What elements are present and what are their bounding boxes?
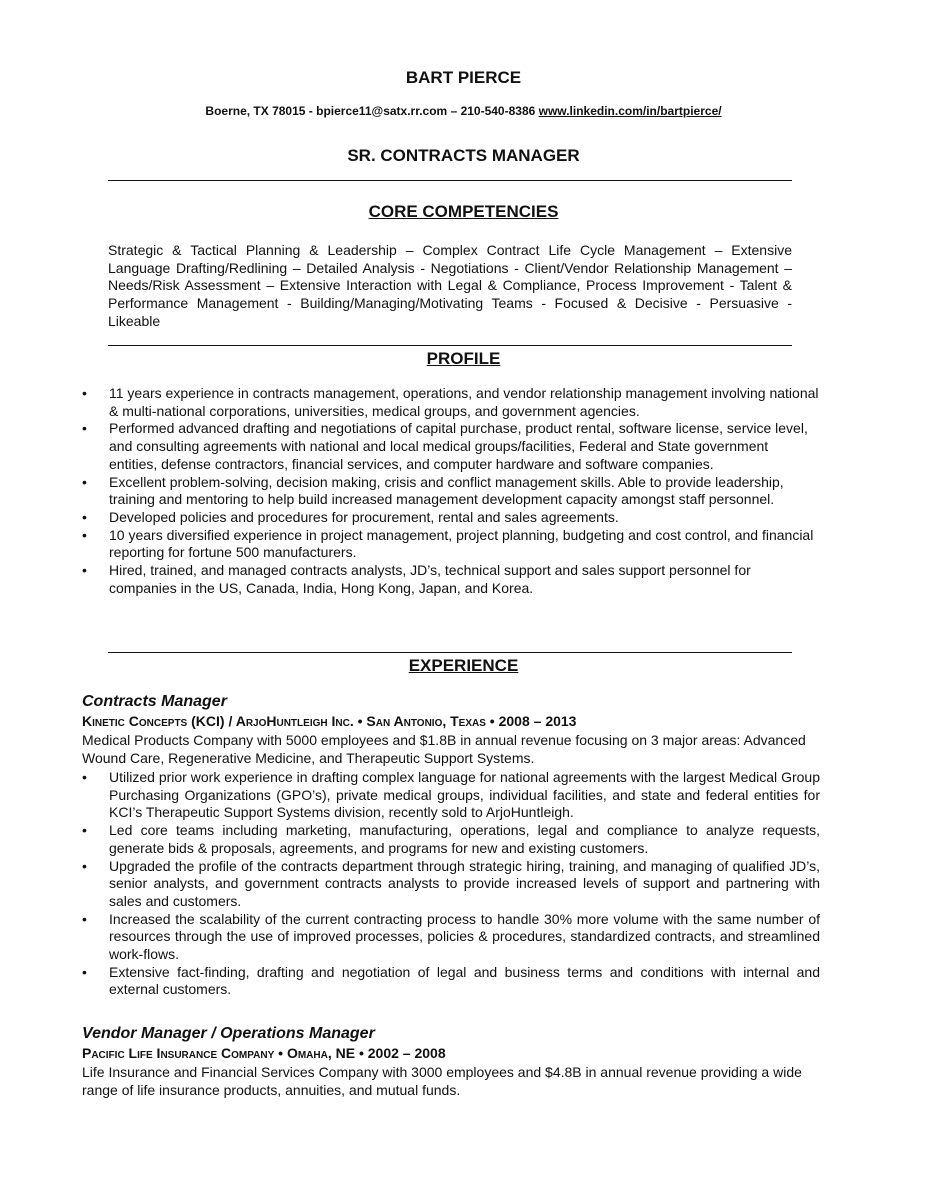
list-item: • Developed policies and procedures for procurement, rental and sales agreements.: [82, 508, 619, 525]
section-heading-profile: PROFILE: [426, 349, 501, 368]
list-item: • 11 years experience in contracts management, operations, and vendor relationship management involving national & multi-national corporations, universities, medical groups, and government agencies.: [82, 385, 819, 419]
divider: [108, 345, 792, 346]
bullet-icon: •: [82, 473, 87, 490]
employer-name: Pacific Life Insurance Company • Omaha, NE •: [82, 1045, 368, 1061]
job-title: Vendor Manager / Operations Manager: [82, 1025, 375, 1042]
divider: [108, 180, 792, 181]
employer-line: [82, 1045, 446, 1061]
linkedin-link[interactable]: www.linkedin.com/in/bartpierce/: [538, 104, 722, 118]
competencies-text: Strategic & Tactical Planning & Leadership – Complex Contract Life Cycle Management – Extensive Language Drafting/Redlining – Detailed Analysis - Negotiations - Client/Vendor Relationship Management – Needs/Risk Assessment – Extensive Interaction with Legal & Compliance, Process Improvement - Talent & Performance Management - Building/Managing/Motivating Teams - Focused & Decisive - Persuasive - Likeable: [108, 242, 792, 329]
list-item: • Extensive fact-finding, drafting and negotiation of legal and business terms and conditions with internal and external customers.: [82, 963, 820, 998]
list-item: • 10 years diversified experience in project management, project planning, budgeting and cost control, and financial reporting for fortune 500 manufacturers.: [82, 526, 814, 561]
job-bullets: [82, 769, 820, 999]
employer-name: Kinetic Concepts (KCI) / ArjoHuntleigh Inc. • San Antonio, Texas •: [82, 713, 499, 729]
list-item: • Upgraded the profile of the contracts department through strategic hiring, training, and managing of qualified JD’s, senior analysts, and government contracts analysts to provide increased levels of support and partnering with sales and customers.: [82, 857, 820, 909]
section-heading-core-competencies: CORE COMPETENCIES: [368, 202, 559, 221]
bullet-icon: •: [82, 857, 87, 874]
employer-line: [82, 713, 576, 729]
employment-dates: 2002 – 2008: [367, 1045, 446, 1061]
bullet-icon: •: [82, 963, 87, 980]
candidate-name: BART PIERCE: [405, 68, 522, 87]
bullet-icon: •: [82, 385, 87, 401]
bullet-icon: •: [82, 526, 87, 543]
list-item: • Utilized prior work experience in drafting complex language for national agreements with the largest Medical Group Purchasing Organizations (GPO’s), private medical groups, individual facilities, and state and federal entities for KCI’s Therapeutic Support Systems division, recently sold to ArjoHuntleigh.: [82, 769, 820, 821]
section-heading-experience: EXPERIENCE: [408, 656, 519, 675]
company-summary: Medical Products Company with 5000 employees and $1.8B in annual revenue focusing on 3 major areas: Advanced Wound Care, Regenerative Medicine, and Therapeutic Support Systems.: [82, 732, 806, 766]
company-summary: Life Insurance and Financial Services Company with 3000 employees and $4.8B in annual revenue providing a wide range of life insurance products, annuities, and mutual funds.: [82, 1064, 802, 1098]
job-title: Contracts Manager: [82, 693, 227, 710]
contact-details: Boerne, TX 78015 - bpierce11@satx.rr.com – 210-540-8386: [205, 104, 539, 118]
list-item: • Led core teams including marketing, manufacturing, operations, legal and compliance to analyze requests, generate bids & proposals, agreements, and programs for new and existing customers.: [82, 822, 820, 856]
list-item: • Hired, trained, and managed contracts analysts, JD’s, technical support and sales support personnel for companies in the US, Canada, India, Hong Kong, Japan, and Korea.: [82, 562, 751, 596]
bullet-icon: •: [82, 562, 87, 579]
headline-title: SR. CONTRACTS MANAGER: [347, 146, 580, 165]
bullet-icon: •: [82, 420, 87, 437]
bullet-icon: •: [82, 822, 87, 839]
bullet-icon: •: [82, 910, 87, 927]
employment-dates: 2008 – 2013: [498, 713, 577, 729]
list-item: • Increased the scalability of the current contracting process to handle 30% more volume with the same number of resources through the use of improved processes, policies & procedures, standardized contracts, and streamlined work-flows.: [82, 910, 820, 963]
bullet-icon: •: [82, 769, 87, 785]
contact-line: [0, 104, 927, 118]
bullet-icon: •: [82, 508, 87, 525]
divider: [108, 652, 792, 653]
profile-list: [82, 385, 820, 597]
list-item: • Performed advanced drafting and negotiations of capital purchase, product rental, software license, service level, and consulting agreements with national and local medical groups/facilities, Federal and State government entities, defense contractors, financial services, and computer hardware and software companies.: [82, 420, 808, 472]
list-item: • Excellent problem-solving, decision making, crisis and conflict management skills. Able to provide leadership, training and mentoring to help build increased management development capacity amongst staff personnel.: [82, 473, 784, 508]
